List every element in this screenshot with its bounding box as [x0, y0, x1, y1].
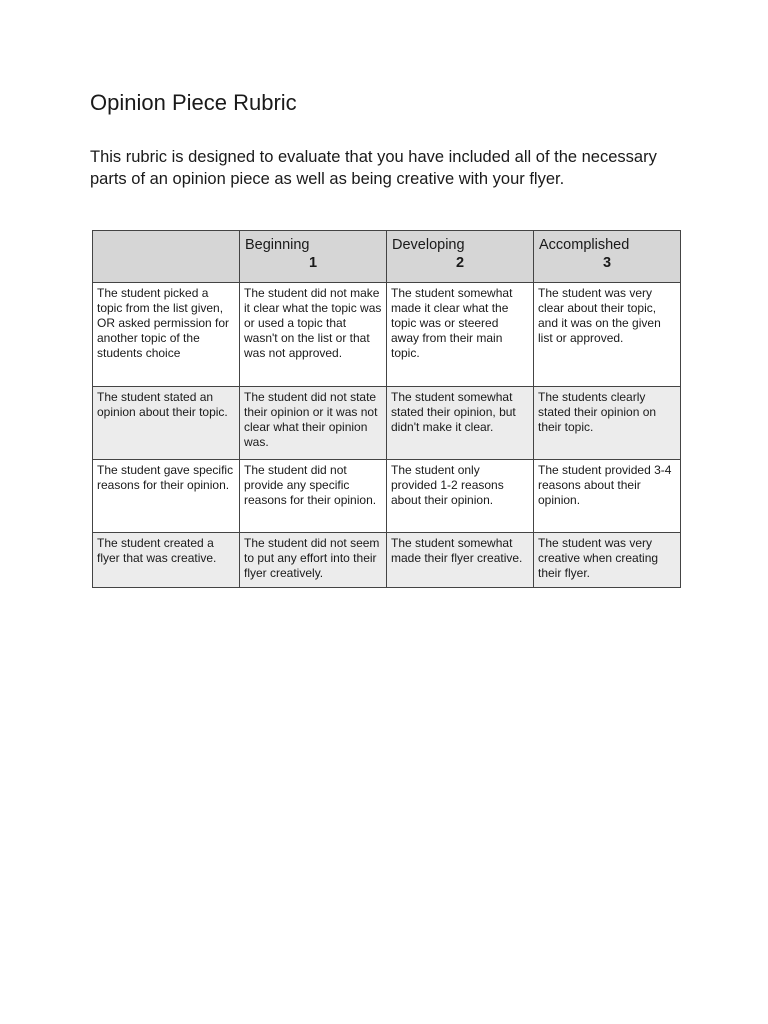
header-level-beginning	[240, 231, 387, 283]
rubric-cell-beginning: The student did not state their opinion or it was not clear what their opinion was.	[240, 387, 387, 460]
level-name: Accomplished	[539, 237, 630, 253]
rubric-cell-developing: The student somewhat stated their opinion, but didn't make it clear.	[387, 387, 534, 460]
rubric-cell-accomplished: The student was very creative when creating their flyer.	[534, 533, 681, 588]
rubric-cell-accomplished: The student was very clear about their topic, and it was on the given list or approved.	[534, 283, 681, 387]
rubric-cell-accomplished: The student provided 3-4 reasons about their opinion.	[534, 460, 681, 533]
rubric-row-reasons	[93, 460, 681, 533]
level-score: 2	[455, 255, 465, 271]
rubric-cell-accomplished: The students clearly stated their opinion on their topic.	[534, 387, 681, 460]
criterion-cell: The student picked a topic from the list given, OR asked permission for another topic of the students choice	[93, 283, 240, 387]
intro-paragraph: This rubric is designed to evaluate that you have included all of the necessary parts of an opinion piece as well as being creative with your flyer.	[90, 148, 657, 188]
header-level-developing	[387, 231, 534, 283]
rubric-cell-developing: The student only provided 1-2 reasons about their opinion.	[387, 460, 534, 533]
rubric-cell-developing: The student somewhat made it clear what the topic was or steered away from their main topic.	[387, 283, 534, 387]
header-level-accomplished	[534, 231, 681, 283]
rubric-row-flyer	[93, 533, 681, 588]
rubric-cell-beginning: The student did not provide any specific reasons for their opinion.	[240, 460, 387, 533]
rubric-cell-beginning: The student did not seem to put any effort into their flyer creatively.	[240, 533, 387, 588]
level-name: Beginning	[245, 237, 310, 253]
rubric-header-row	[93, 231, 681, 283]
header-corner-cell	[93, 231, 240, 283]
level-score: 3	[602, 255, 612, 271]
page-title: Opinion Piece Rubric	[90, 90, 297, 115]
rubric-row-opinion	[93, 387, 681, 460]
rubric-cell-developing: The student somewhat made their flyer creative.	[387, 533, 534, 588]
level-name: Developing	[392, 237, 465, 253]
rubric-cell-beginning: The student did not make it clear what the topic was or used a topic that wasn't on the list or that was not approved.	[240, 283, 387, 387]
rubric-row-topic	[93, 283, 681, 387]
rubric-table	[92, 230, 681, 588]
criterion-cell: The student stated an opinion about their topic.	[93, 387, 240, 460]
criterion-cell: The student gave specific reasons for their opinion.	[93, 460, 240, 533]
criterion-cell: The student created a flyer that was creative.	[93, 533, 240, 588]
level-score: 1	[308, 255, 318, 271]
